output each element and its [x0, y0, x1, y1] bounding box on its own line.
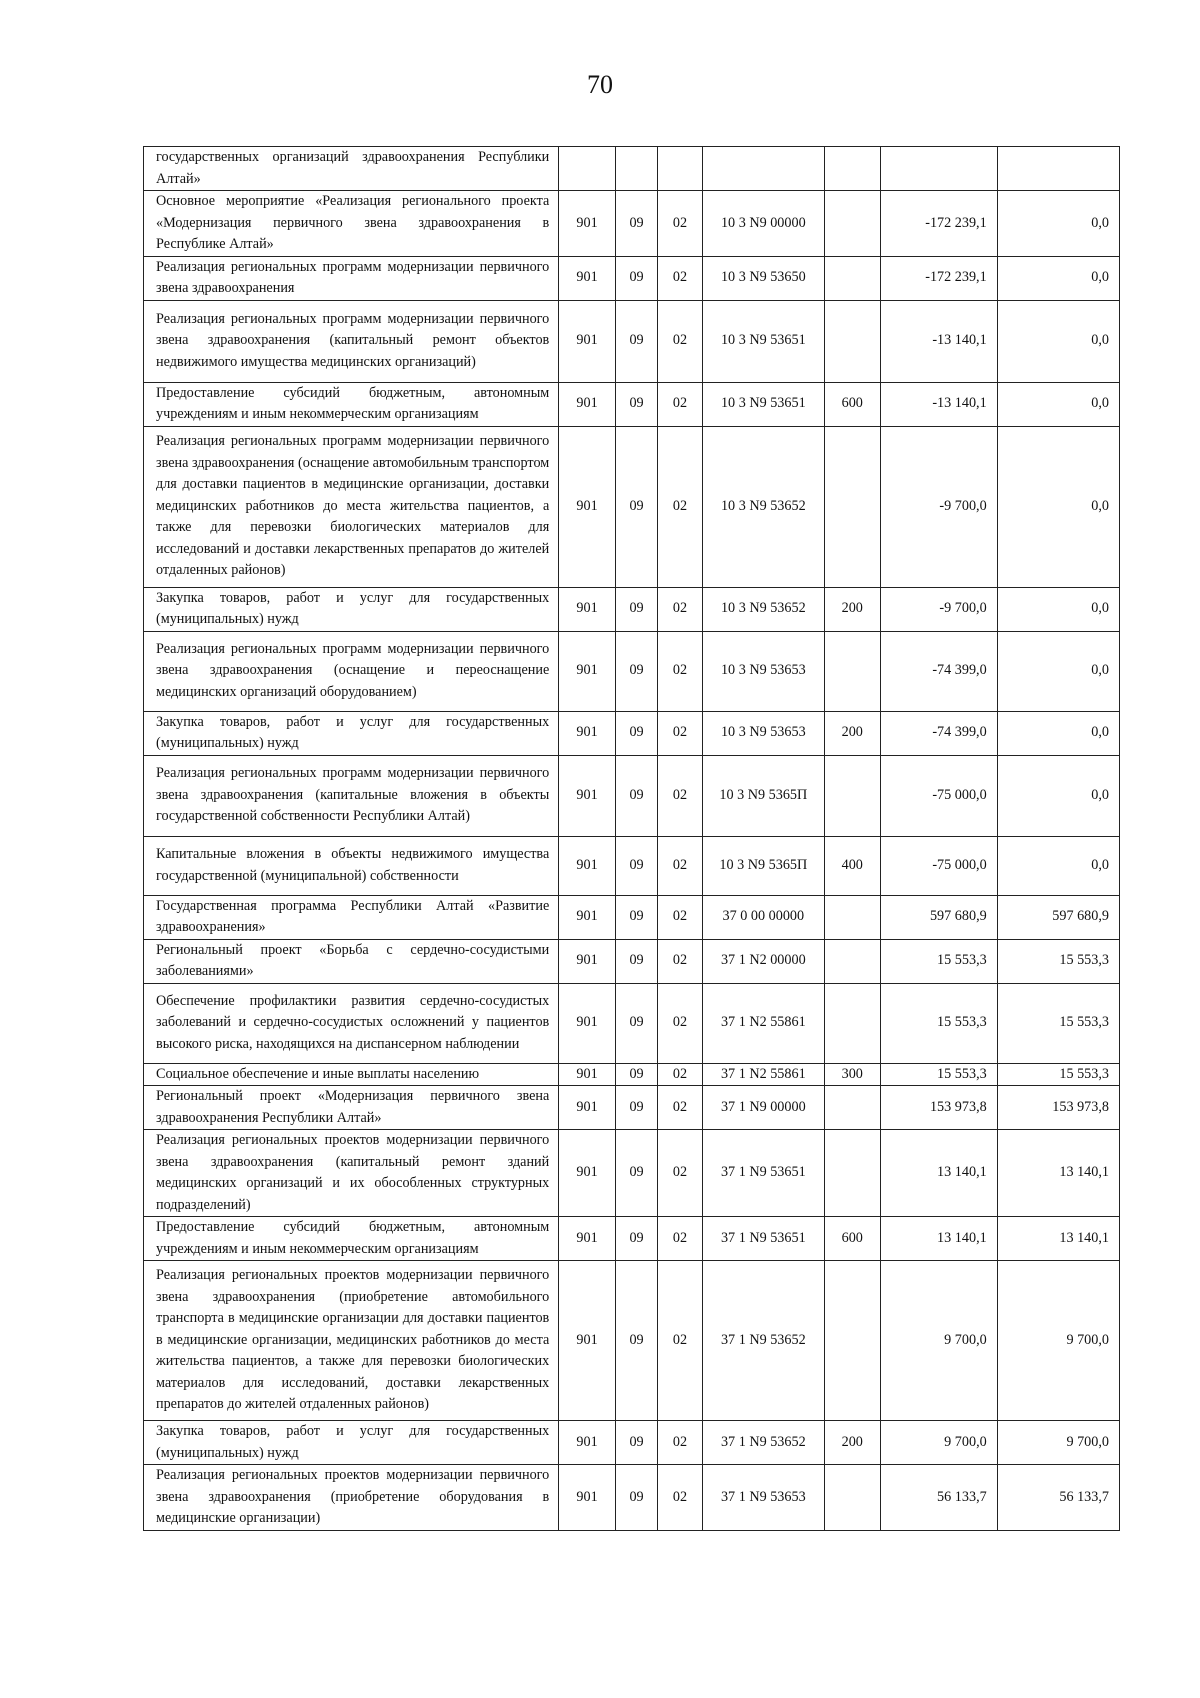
row-name-cell: Региональный проект «Модернизация первичного звена здравоохранения Республики Алтай»	[144, 1086, 559, 1130]
section-code-cell: 09	[615, 1130, 657, 1217]
expense-type-cell	[824, 1130, 880, 1217]
admin-code-cell: 901	[559, 711, 616, 755]
amount-1-cell: -13 140,1	[880, 300, 997, 382]
target-code-cell: 37 0 00 00000	[702, 895, 824, 939]
expense-type-cell: 600	[824, 1217, 880, 1261]
amount-1-cell: -75 000,0	[880, 836, 997, 895]
amount-1-cell: -74 399,0	[880, 711, 997, 755]
expense-type-cell: 200	[824, 587, 880, 631]
section-code-cell: 09	[615, 426, 657, 587]
expense-type-cell	[824, 895, 880, 939]
subsection-code-cell: 02	[658, 587, 702, 631]
admin-code-cell: 901	[559, 1217, 616, 1261]
subsection-code-cell: 02	[658, 300, 702, 382]
table-row	[144, 426, 1120, 587]
subsection-code-cell: 02	[658, 1465, 702, 1531]
admin-code-cell: 901	[559, 1421, 616, 1465]
admin-code-cell: 901	[559, 895, 616, 939]
target-code-cell: 37 1 N2 00000	[702, 939, 824, 983]
row-name-cell: Реализация региональных программ модернизации первичного звена здравоохранения (оснащение автомобильным транспортом для доставки пациентов в медицинские организации, доставки медицинских работников до места жительства пациентов, а также для перевозки биологических материалов для исследований и доставки лекарственных препаратов до жителей отдаленных районов)	[144, 426, 559, 587]
amount-2-cell: 0,0	[997, 256, 1119, 300]
table-row	[144, 147, 1120, 191]
row-name-cell: Региональный проект «Борьба с сердечно-сосудистыми заболеваниями»	[144, 939, 559, 983]
budget-table	[143, 146, 1120, 1531]
amount-1-cell: 153 973,8	[880, 1086, 997, 1130]
expense-type-cell	[824, 939, 880, 983]
table-row	[144, 1421, 1120, 1465]
target-code-cell: 37 1 N9 53652	[702, 1421, 824, 1465]
row-name-cell: Основное мероприятие «Реализация регионального проекта «Модернизация первичного звена здравоохранения в Республике Алтай»	[144, 191, 559, 257]
amount-2-cell: 15 553,3	[997, 1063, 1119, 1086]
amount-2-cell: 9 700,0	[997, 1261, 1119, 1421]
expense-type-cell: 600	[824, 382, 880, 426]
section-code-cell	[615, 147, 657, 191]
target-code-cell: 10 3 N9 53652	[702, 426, 824, 587]
section-code-cell: 09	[615, 711, 657, 755]
row-name-cell: Капитальные вложения в объекты недвижимого имущества государственной (муниципальной) собственности	[144, 836, 559, 895]
admin-code-cell: 901	[559, 755, 616, 836]
row-name-cell: Реализация региональных программ модернизации первичного звена здравоохранения	[144, 256, 559, 300]
table-row	[144, 1063, 1120, 1086]
target-code-cell: 37 1 N9 53651	[702, 1217, 824, 1261]
row-name-cell: Обеспечение профилактики развития сердечно-сосудистых заболеваний и сердечно-сосудистых осложнений у пациентов высокого риска, находящихся на диспансерном наблюдении	[144, 983, 559, 1063]
admin-code-cell: 901	[559, 631, 616, 711]
table-row	[144, 300, 1120, 382]
admin-code-cell: 901	[559, 587, 616, 631]
amount-1-cell: -13 140,1	[880, 382, 997, 426]
table-row	[144, 1086, 1120, 1130]
admin-code-cell: 901	[559, 191, 616, 257]
amount-1-cell: 9 700,0	[880, 1261, 997, 1421]
expense-type-cell	[824, 1465, 880, 1531]
section-code-cell: 09	[615, 1421, 657, 1465]
section-code-cell: 09	[615, 983, 657, 1063]
admin-code-cell: 901	[559, 256, 616, 300]
amount-1-cell: 13 140,1	[880, 1130, 997, 1217]
admin-code-cell: 901	[559, 836, 616, 895]
subsection-code-cell: 02	[658, 256, 702, 300]
amount-2-cell: 13 140,1	[997, 1130, 1119, 1217]
admin-code-cell: 901	[559, 426, 616, 587]
expense-type-cell	[824, 147, 880, 191]
subsection-code-cell: 02	[658, 711, 702, 755]
expense-type-cell: 200	[824, 711, 880, 755]
admin-code-cell: 901	[559, 1086, 616, 1130]
target-code-cell: 37 1 N9 00000	[702, 1086, 824, 1130]
table-row	[144, 1465, 1120, 1531]
amount-1-cell: -172 239,1	[880, 191, 997, 257]
subsection-code-cell: 02	[658, 1086, 702, 1130]
section-code-cell: 09	[615, 191, 657, 257]
amount-1-cell: 15 553,3	[880, 1063, 997, 1086]
target-code-cell: 37 1 N9 53651	[702, 1130, 824, 1217]
amount-2-cell: 0,0	[997, 426, 1119, 587]
expense-type-cell	[824, 983, 880, 1063]
expense-type-cell: 300	[824, 1063, 880, 1086]
expense-type-cell	[824, 300, 880, 382]
row-name-cell: Реализация региональных программ модернизации первичного звена здравоохранения (оснащение и переоснащение медицинских организаций оборудованием)	[144, 631, 559, 711]
expense-type-cell	[824, 631, 880, 711]
amount-2-cell: 153 973,8	[997, 1086, 1119, 1130]
amount-1-cell: -9 700,0	[880, 587, 997, 631]
table-row	[144, 1261, 1120, 1421]
expense-type-cell	[824, 426, 880, 587]
amount-2-cell: 0,0	[997, 191, 1119, 257]
target-code-cell: 10 3 N9 53653	[702, 631, 824, 711]
amount-2-cell: 0,0	[997, 836, 1119, 895]
subsection-code-cell: 02	[658, 1130, 702, 1217]
table-row	[144, 983, 1120, 1063]
section-code-cell: 09	[615, 836, 657, 895]
admin-code-cell: 901	[559, 1063, 616, 1086]
row-name-cell: Предоставление субсидий бюджетным, автономным учреждениям и иным некоммерческим организациям	[144, 1217, 559, 1261]
target-code-cell: 10 3 N9 00000	[702, 191, 824, 257]
target-code-cell: 10 3 N9 5365П	[702, 755, 824, 836]
section-code-cell: 09	[615, 256, 657, 300]
amount-2-cell: 0,0	[997, 755, 1119, 836]
amount-2-cell: 15 553,3	[997, 983, 1119, 1063]
target-code-cell	[702, 147, 824, 191]
section-code-cell: 09	[615, 300, 657, 382]
table-row	[144, 382, 1120, 426]
amount-1-cell: -172 239,1	[880, 256, 997, 300]
target-code-cell: 37 1 N2 55861	[702, 1063, 824, 1086]
admin-code-cell: 901	[559, 382, 616, 426]
amount-1-cell: -75 000,0	[880, 755, 997, 836]
amount-1-cell: 15 553,3	[880, 939, 997, 983]
target-code-cell: 10 3 N9 53651	[702, 382, 824, 426]
table-row	[144, 191, 1120, 257]
page-number: 70	[587, 70, 613, 99]
table-row	[144, 836, 1120, 895]
admin-code-cell: 901	[559, 1130, 616, 1217]
row-name-cell: Социальное обеспечение и иные выплаты населению	[144, 1063, 559, 1086]
amount-2-cell: 9 700,0	[997, 1421, 1119, 1465]
target-code-cell: 10 3 N9 53651	[702, 300, 824, 382]
section-code-cell: 09	[615, 1063, 657, 1086]
table-row	[144, 587, 1120, 631]
amount-1-cell: -74 399,0	[880, 631, 997, 711]
table-row	[144, 755, 1120, 836]
section-code-cell: 09	[615, 1261, 657, 1421]
target-code-cell: 37 1 N9 53653	[702, 1465, 824, 1531]
subsection-code-cell: 02	[658, 836, 702, 895]
table-row	[144, 1130, 1120, 1217]
target-code-cell: 10 3 N9 53650	[702, 256, 824, 300]
row-name-cell: Реализация региональных программ модернизации первичного звена здравоохранения (капитальный ремонт объектов недвижимого имущества медицинских организаций)	[144, 300, 559, 382]
target-code-cell: 37 1 N9 53652	[702, 1261, 824, 1421]
section-code-cell: 09	[615, 587, 657, 631]
row-name-cell: Реализация региональных проектов модернизации первичного звена здравоохранения (приобретение автомобильного транспорта в медицинские организации для доставки пациентов в медицинские организации, медицинских работников до места жительства пациентов, а также для перевозки биологических материалов для исследований, доставки лекарственных препаратов до жителей отдаленных районов)	[144, 1261, 559, 1421]
amount-2-cell: 0,0	[997, 382, 1119, 426]
subsection-code-cell: 02	[658, 1261, 702, 1421]
table-body	[144, 147, 1120, 1531]
table-row	[144, 895, 1120, 939]
row-name-cell: Закупка товаров, работ и услуг для государственных (муниципальных) нужд	[144, 711, 559, 755]
amount-1-cell: 597 680,9	[880, 895, 997, 939]
amount-2-cell: 56 133,7	[997, 1465, 1119, 1531]
admin-code-cell: 901	[559, 939, 616, 983]
section-code-cell: 09	[615, 1465, 657, 1531]
expense-type-cell: 200	[824, 1421, 880, 1465]
amount-2-cell: 13 140,1	[997, 1217, 1119, 1261]
section-code-cell: 09	[615, 382, 657, 426]
subsection-code-cell: 02	[658, 191, 702, 257]
section-code-cell: 09	[615, 939, 657, 983]
row-name-cell: Государственная программа Республики Алтай «Развитие здравоохранения»	[144, 895, 559, 939]
amount-1-cell: 15 553,3	[880, 983, 997, 1063]
subsection-code-cell: 02	[658, 631, 702, 711]
amount-2-cell: 0,0	[997, 711, 1119, 755]
row-name-cell: государственных организаций здравоохранения Республики Алтай»	[144, 147, 559, 191]
amount-1-cell: 13 140,1	[880, 1217, 997, 1261]
section-code-cell: 09	[615, 895, 657, 939]
row-name-cell: Реализация региональных проектов модернизации первичного звена здравоохранения (приобретение оборудования в медицинские организации)	[144, 1465, 559, 1531]
row-name-cell: Реализация региональных проектов модернизации первичного звена здравоохранения (капитальный ремонт зданий медицинских организаций и их обособленных структурных подразделений)	[144, 1130, 559, 1217]
subsection-code-cell: 02	[658, 1217, 702, 1261]
amount-2-cell: 0,0	[997, 300, 1119, 382]
section-code-cell: 09	[615, 631, 657, 711]
section-code-cell: 09	[615, 1086, 657, 1130]
amount-2-cell: 0,0	[997, 631, 1119, 711]
subsection-code-cell: 02	[658, 382, 702, 426]
admin-code-cell	[559, 147, 616, 191]
table-row	[144, 1217, 1120, 1261]
amount-2-cell: 15 553,3	[997, 939, 1119, 983]
row-name-cell: Реализация региональных программ модернизации первичного звена здравоохранения (капитальные вложения в объекты государственной собственности Республики Алтай)	[144, 755, 559, 836]
table-row	[144, 939, 1120, 983]
expense-type-cell: 400	[824, 836, 880, 895]
subsection-code-cell: 02	[658, 983, 702, 1063]
row-name-cell: Закупка товаров, работ и услуг для государственных (муниципальных) нужд	[144, 587, 559, 631]
expense-type-cell	[824, 256, 880, 300]
admin-code-cell: 901	[559, 300, 616, 382]
target-code-cell: 37 1 N2 55861	[702, 983, 824, 1063]
subsection-code-cell: 02	[658, 895, 702, 939]
section-code-cell: 09	[615, 1217, 657, 1261]
table-row	[144, 711, 1120, 755]
subsection-code-cell: 02	[658, 1421, 702, 1465]
table-row	[144, 631, 1120, 711]
amount-2-cell: 597 680,9	[997, 895, 1119, 939]
table-row	[144, 256, 1120, 300]
amount-2-cell: 0,0	[997, 587, 1119, 631]
subsection-code-cell	[658, 147, 702, 191]
target-code-cell: 10 3 N9 5365П	[702, 836, 824, 895]
expense-type-cell	[824, 755, 880, 836]
expense-type-cell	[824, 191, 880, 257]
amount-1-cell	[880, 147, 997, 191]
target-code-cell: 10 3 N9 53653	[702, 711, 824, 755]
row-name-cell: Закупка товаров, работ и услуг для государственных (муниципальных) нужд	[144, 1421, 559, 1465]
amount-2-cell	[997, 147, 1119, 191]
row-name-cell: Предоставление субсидий бюджетным, автономным учреждениям и иным некоммерческим организациям	[144, 382, 559, 426]
expense-type-cell	[824, 1261, 880, 1421]
amount-1-cell: 9 700,0	[880, 1421, 997, 1465]
amount-1-cell: 56 133,7	[880, 1465, 997, 1531]
target-code-cell: 10 3 N9 53652	[702, 587, 824, 631]
admin-code-cell: 901	[559, 983, 616, 1063]
subsection-code-cell: 02	[658, 755, 702, 836]
admin-code-cell: 901	[559, 1465, 616, 1531]
expense-type-cell	[824, 1086, 880, 1130]
amount-1-cell: -9 700,0	[880, 426, 997, 587]
subsection-code-cell: 02	[658, 939, 702, 983]
section-code-cell: 09	[615, 755, 657, 836]
subsection-code-cell: 02	[658, 426, 702, 587]
subsection-code-cell: 02	[658, 1063, 702, 1086]
admin-code-cell: 901	[559, 1261, 616, 1421]
